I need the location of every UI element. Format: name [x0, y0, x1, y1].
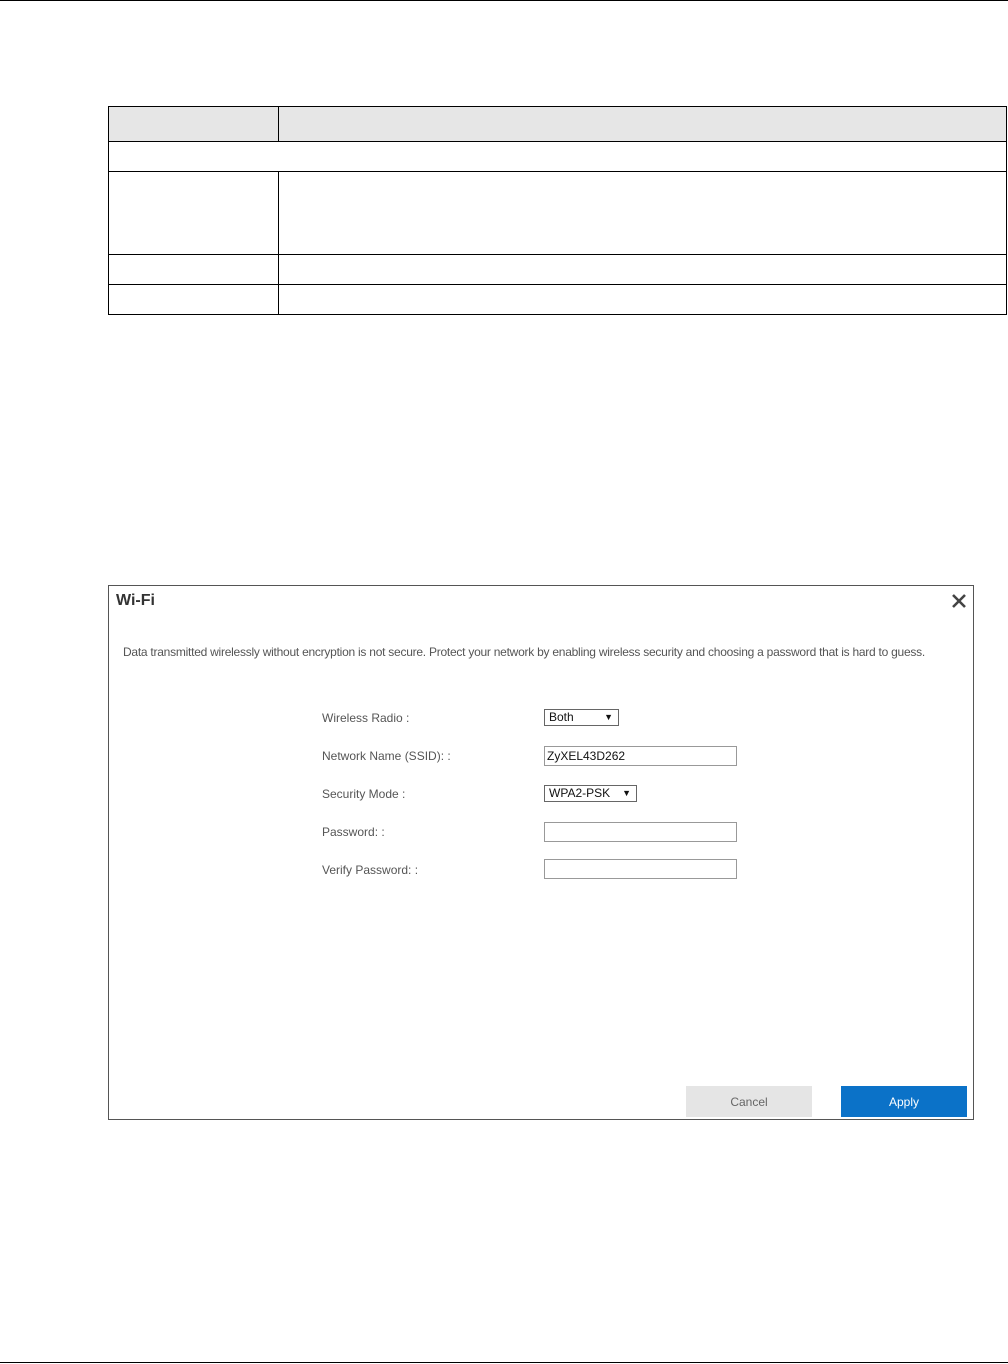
password-input[interactable]: [544, 822, 737, 842]
security-mode-label: Security Mode :: [322, 787, 406, 801]
table-cell: [109, 285, 279, 315]
cancel-button[interactable]: Cancel: [686, 1086, 812, 1117]
wireless-radio-value: Both: [549, 710, 574, 724]
security-mode-value: WPA2-PSK: [549, 786, 611, 800]
page-top-rule: [0, 0, 1008, 1]
reference-table: [108, 106, 1007, 315]
wireless-radio-label: Wireless Radio :: [322, 711, 410, 725]
table-row: [109, 172, 1007, 255]
table-row: [109, 285, 1007, 315]
network-name-input[interactable]: [544, 746, 737, 766]
close-icon[interactable]: [951, 593, 967, 609]
table-cell: [279, 255, 1007, 285]
verify-password-input[interactable]: [544, 859, 737, 879]
apply-button[interactable]: Apply: [841, 1086, 967, 1117]
dialog-title: Wi-Fi: [116, 592, 155, 609]
table-cell: [279, 172, 1007, 255]
page-bottom-rule: [0, 1362, 1008, 1363]
security-mode-select[interactable]: [544, 785, 637, 802]
chevron-down-icon: ▼: [622, 788, 631, 798]
table-cell: [109, 255, 279, 285]
network-name-label: Network Name (SSID): :: [322, 749, 451, 763]
wifi-dialog: [108, 585, 974, 1120]
verify-password-label: Verify Password: :: [322, 863, 419, 877]
table-cell: [109, 172, 279, 255]
table-header-cell: [279, 107, 1007, 142]
security-notice: Data transmitted wirelessly without encryption is not secure. Protect your network by enabling wireless security and choosing a password that is hard to guess.: [123, 645, 925, 659]
table-row: [109, 255, 1007, 285]
table-section-row: [109, 142, 1007, 172]
table-cell: [279, 285, 1007, 315]
chevron-down-icon: ▼: [604, 712, 613, 722]
table-cell: [109, 142, 1007, 172]
password-label: Password: :: [322, 825, 385, 839]
table-header-cell: [109, 107, 279, 142]
table-header-row: [109, 107, 1007, 142]
wireless-radio-select[interactable]: [544, 709, 619, 726]
